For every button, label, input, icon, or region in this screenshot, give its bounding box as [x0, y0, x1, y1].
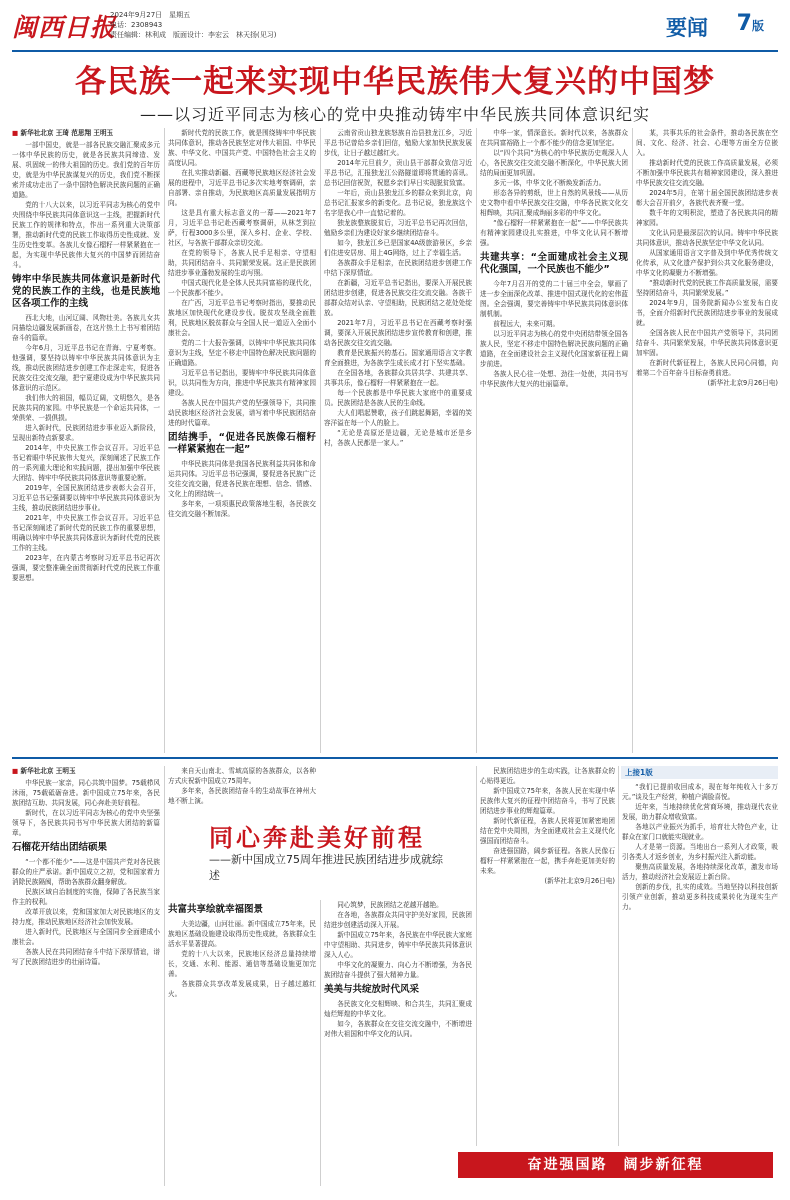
paragraph: 文化认同是最深层次的认同。铸牢中华民族共同体意识，推动各民族坚定中华文化认同。	[636, 229, 778, 247]
paragraph: 如今，各族群众在交往交流交融中，不断增进对伟大祖国和中华文化的认同。	[324, 1020, 472, 1038]
paragraph: 大美边疆，山河壮丽。新中国成立75年来，民族地区基础设施建设取得历史性成就，各族群众生活水平显著提高。	[168, 920, 316, 948]
bottom-story-dateline: (新华社北京9月26日电)	[544, 877, 615, 885]
paragraph: 各族人民心往一处想、劲往一处使，共同书写中华民族伟大复兴的壮丽篇章。	[480, 370, 628, 388]
masthead-rule	[12, 50, 778, 52]
paragraph: “无论是高原还是边疆，无论是城市还是乡村，各族人民都是一家人。”	[324, 429, 472, 447]
paragraph: 中华民族一家亲，同心共筑中国梦。75载栉风沐雨，75载砥砺奋进。新中国成立75年来，各民族团结互助、共同发展，同心奔赴美好前程。	[12, 779, 160, 807]
bottom-col2-text	[168, 766, 316, 806]
paragraph: 2023年，在内蒙古考察时习近平总书记再次强调，要完整准确全面贯彻新时代党的民族工作重要思想。	[12, 554, 160, 582]
masthead	[12, 8, 778, 48]
paragraph: 每一个民族都是中华民族大家庭中的重要成员。民族团结是各族人民的生命线。	[324, 389, 472, 407]
paragraph: 前程远大，未来可期。	[493, 320, 560, 328]
main-headline: 各民族一起来实现中华民族伟大复兴的中国梦	[75, 64, 715, 100]
top-story-column-1	[12, 128, 160, 753]
paragraph: 民族团结进步的生动实践，让各族群众的心贴得更近。	[480, 767, 615, 785]
bottom-col2b-text	[168, 919, 316, 999]
paragraph: 新时代党的民族工作，就是围绕铸牢中华民族共同体意识，推动各民族坚定对伟大祖国、中华民族、中华文化、中国共产党、中国特色社会主义的高度认同。	[168, 129, 316, 167]
main-subheadline: ——以习近平同志为核心的党中央推动铸牢中华民族共同体意识纪实	[139, 105, 650, 124]
paragraph: 各族群众手足相亲，在民族团结进步创建工作中结下深厚情谊。	[324, 259, 472, 277]
paragraph: 党的二十大报告强调，以铸牢中华民族共同体意识为主线，坚定不移走中国特色解决民族问题的正确道路。	[168, 339, 316, 367]
bottom-col1b-text	[12, 857, 160, 967]
paragraph: 多元一体，中华文化不断焕发新活力。	[493, 179, 606, 187]
paragraph: 某，共事共乐的社会条件，推动各民族在空间、文化、经济、社会、心理等方面全方位嵌入。	[636, 129, 778, 157]
bottom-col3b-text	[324, 999, 472, 1039]
paragraph: 以习近平同志为核心的党中央团结带领全国各族人民，坚定不移走中国特色解决民族问题的正确道路，在全面建设社会主义现代化国家新征程上阔步前进。	[480, 330, 628, 368]
page-number	[737, 11, 764, 36]
column-divider	[618, 766, 619, 1146]
page-number-suffix: 版	[751, 19, 764, 33]
top-subhead-2: 团结携手，“促进各民族像石榴籽一样紧紧抱在一起”	[168, 432, 316, 455]
paragraph: “像石榴籽一样紧紧抱在一起”——中华民族共有精神家园建设扎实推进，中华文化认同不断增强。	[480, 219, 628, 247]
column-divider	[320, 128, 321, 753]
paragraph: 全国各族人民在中国共产党领导下，共同团结奋斗、共同繁荣发展，中华民族共同体意识更加牢固。	[636, 329, 778, 357]
paragraph: 中国式现代化是全体人民共同富裕的现代化，一个民族都不能少。	[168, 279, 316, 297]
paragraph: 来自天山南北、雪域高原的各族群众，以各种方式庆祝新中国成立75周年。	[168, 767, 316, 785]
paragraph: 民族区域自治制度的实施，保障了各民族当家作主的权利。	[12, 888, 160, 906]
paragraph: 新时代，在以习近平同志为核心的党中央坚强领导下，各民族共同书写中华民族大团结的新篇章。	[12, 809, 160, 837]
paragraph: 从国家通用语言文字普及到中华优秀传统文化传承，从文化遗产保护到公共文化服务建设，中华文化的凝聚力不断增强。	[636, 249, 778, 277]
continued-tag	[621, 766, 778, 779]
paragraph: 党的十八大以来，民族地区经济总量持续增长，交通、水利、能源、通信等基础设施更加完善。	[168, 950, 316, 978]
paragraph: 各民族文化交相辉映、和合共生，共同汇聚成灿烂辉煌的中华文化。	[324, 1000, 472, 1018]
paragraph: 各族人民在共同团结奋斗中结下深厚情谊，谱写了民族团结进步的壮丽诗篇。	[12, 948, 160, 966]
paragraph: 各族群众共享改革发展成果，日子越过越红火。	[168, 980, 316, 998]
bottom-story-column-2	[168, 900, 316, 1186]
paragraph: 2021年，中央民族工作会议召开。习近平总书记深刻阐述了新时代党的民族工作的重要思想，明确以铸牢中华民族共同体意识为新时代党的民族工作的主线。	[12, 514, 160, 552]
bottom-story-column-3	[324, 900, 472, 1186]
paragraph: 新中国成立75年来，各族人民在实现中华民族伟大复兴的征程中团结奋斗，书写了民族团结进步事业的辉煌篇章。	[480, 787, 615, 815]
bottom-story-column-1	[12, 766, 160, 1186]
bottom-headline: 同心奔赴美好前程	[209, 823, 425, 852]
paragraph: 创新的步伐，扎实的成效。当地坚持以科技创新引领产业创新，推动更多科技成果转化为现实生产力。	[622, 883, 778, 911]
paragraph: 近年来，当地持续优化营商环境，推动现代农业发展，助力群众增收致富。	[622, 803, 778, 821]
paragraph: 在扎实推动新疆、西藏等民族地区经济社会发展的进程中，习近平总书记多次实地考察调研，亲自部署、亲自推动，为民族地区高质量发展指明方向。	[168, 169, 316, 207]
paragraph: 在新疆，习近平总书记指出，要深入开展民族团结进步创建，促进各民族交往交流交融。各族干部群众结对认亲、守望相助，民族团结之花处处绽放。	[324, 279, 472, 317]
bottom-subheadline: ——新中国成立75周年推进民族团结进步成就综述	[209, 853, 443, 882]
masthead-editors: 责任编辑：林利成 版面设计：李宏云 林天扬(见习)	[110, 31, 277, 39]
paragraph: 一年后，贡山县独龙江乡的群众来到北京，向总书记汇报家乡的新变化。总书记说，独龙族这个名字是我心中一直惦记着的。	[324, 189, 472, 217]
paragraph: 在各地，各族群众共同守护美好家园，民族团结进步创建活动深入开展。	[324, 911, 472, 929]
paragraph: 2024年9月，国务院新闻办公室发布白皮书，全面介绍新时代民族团结进步事业的发展成就。	[636, 299, 778, 327]
paragraph: 奋进强国路，阔步新征程。各族人民像石榴籽一样紧紧抱在一起，携手奔赴更加美好的未来。	[480, 847, 615, 875]
paragraph: 进入新时代，民族团结进步事业迈入新阶段，呈现出新特点新要求。	[12, 424, 160, 442]
paragraph: 今年7月召开的党的二十届三中全会，擘画了进一步全面深化改革、推进中国式现代化的宏伟蓝图。全会强调，要完善铸牢中华民族共同体意识体制机制。	[480, 280, 628, 318]
paragraph: 西北大地，山河辽阔、风物壮美。各族儿女共同描绘边疆发展新画卷，在这片热土上书写着团结奋斗的篇章。	[12, 314, 160, 342]
top-story-dateline: (新华社北京9月26日电)	[707, 379, 778, 387]
paragraph: 推动新时代党的民族工作高质量发展，必须不断加强中华民族共有精神家园建设，深入推进中华民族交往交流交融。	[636, 159, 778, 187]
paragraph: 形态各异的剪纸，世上自然的风景线——从历史文物中看中华民族交往交融，中华各民族文化交相辉映，共同汇聚成绚丽多彩的中华文化。	[480, 189, 628, 217]
side-story-text	[622, 782, 778, 912]
paragraph: 中华文化的凝聚力、向心力不断增强，为各民族团结奋斗提供了强大精神力量。	[324, 961, 472, 979]
masthead-date: 2024年9月27日 星期五	[110, 11, 191, 19]
side-story-column	[622, 782, 778, 1146]
paragraph: 大人们唱起赞歌，孩子们跳起舞蹈，幸福的笑容洋溢在每一个人的脸上。	[324, 409, 472, 427]
top-story-column-4	[480, 128, 628, 753]
bottom-subhead-1: 石榴花开结出团结硕果	[12, 842, 108, 853]
top-story-column-2	[168, 128, 316, 753]
section-rule	[12, 757, 778, 759]
paragraph: “一个都不能少”——这是中国共产党对各民族群众的庄严承诺。新中国成立之初，党和国家着力消除民族隔阂，帮助各族群众翻身解放。	[12, 858, 160, 886]
paragraph: 2019年，全国民族团结进步表彰大会召开，习近平总书记强调要以铸牢中华民族共同体意识为主线，推动民族团结进步事业。	[12, 484, 160, 512]
paragraph: 2021年7月，习近平总书记在西藏考察时强调，要深入开展民族团结进步宣传教育和创建，推动各民族交往交流交融。	[324, 319, 472, 347]
column-divider	[476, 128, 477, 753]
paragraph: 在新时代新征程上，各族人民同心同德，向着第二个百年奋斗目标奋勇前进。	[636, 359, 778, 377]
paragraph: 多年来，各民族团结奋斗的生动故事在神州大地不断上演。	[168, 787, 316, 805]
paragraph: 新中国成立75年来，各民族在中华民族大家庭中守望相助、共同进步，铸牢中华民族共同体意识深入人心。	[324, 931, 472, 959]
column-divider	[476, 766, 477, 1146]
top-col2-text	[168, 128, 316, 428]
column-divider	[164, 766, 165, 1186]
paragraph: 今年6月，习近平总书记在青海、宁夏考察。他强调，要坚持以铸牢中华民族共同体意识为主线，推动民族团结进步创建工作走深走实，促进各民族交往交流交融，把宁夏建设成为中华民族共同体意识的示范区。	[12, 344, 160, 392]
top-col2b-text	[168, 459, 316, 519]
paragraph: 新时代新征程，各族人民将更加紧密地团结在党中央周围，为全面建成社会主义现代化强国而团结奋斗。	[480, 817, 615, 845]
paragraph: 云南省贡山独龙族怒族自治县独龙江乡，习近平总书记曾给乡亲们回信，勉励大家加快民族发展步伐，让日子越过越红火。	[324, 129, 472, 157]
paragraph: 以“四个共同”为核心的中华民族历史观深入人心，各民族交往交流交融不断深化，中华民族大团结的局面更加巩固。	[480, 149, 628, 177]
paragraph: 各族人民在中国共产党的坚强领导下，共同推动民族地区经济社会发展，谱写着中华民族团结奋进的时代篇章。	[168, 399, 316, 427]
paragraph: “我们已提前收回成本，现在每年纯收入十多万元。”谈及生产经营，种植户满脸喜悦。	[622, 783, 778, 801]
paragraph: 2014年元旦前夕，贡山县干部群众致信习近平总书记，汇报独龙江公路隧道即将贯通的喜讯。总书记回信祝贺，祝愿乡亲们早日实现脱贫致富。	[324, 159, 472, 187]
paragraph: 中华民族共同体是我国各民族利益共同体和命运共同体。习近平总书记强调，要促进各民族广泛交往交流交融，促进各民族在理想、信念、情感、文化上的团结统一。	[168, 460, 316, 498]
continued-tag-label: 上接1版	[625, 768, 653, 777]
newspaper-logo: 闽西日报	[12, 13, 117, 42]
top-col5-text	[636, 128, 778, 378]
paragraph: 数千年的文明积淀，塑造了各民族共同的精神家园。	[636, 209, 778, 227]
top-subhead-3: 共建共享：“全面建成社会主义现代化强国，一个民族也不能少”	[480, 252, 628, 275]
paragraph: 习近平总书记指出，要铸牢中华民族共同体意识，以共同性为方向，推进中华民族共有精神家园建设。	[168, 369, 316, 397]
slogan-banner-text: 奋进强国路 阔步新征程	[527, 1157, 704, 1173]
paragraph: 各地以产业振兴为抓手，培育壮大特色产业，让群众在家门口就能实现就业。	[622, 823, 778, 841]
top-col4-text	[480, 128, 628, 248]
paragraph: 中华一家，情深意长。新时代以来，各族群众在共同富裕路上一个都不能少的信念更加坚定。	[480, 129, 628, 147]
top-story-column-5	[636, 128, 778, 753]
bottom-subhead-3: 美美与共绽放时代风采	[324, 984, 420, 995]
paragraph: 聚焦高质量发展，各地持续深化改革，激发市场活力，推动经济社会发展迈上新台阶。	[622, 863, 778, 881]
masthead-meta	[110, 10, 276, 40]
paragraph: 改革开放以来，党和国家加大对民族地区的支持力度，推动民族地区经济社会加快发展。	[12, 908, 160, 926]
slogan-banner	[458, 1152, 773, 1178]
column-divider	[632, 128, 633, 753]
paragraph: 人才是第一资源。当地出台一系列人才政策，吸引各类人才返乡创业，为乡村振兴注入新动能。	[622, 843, 778, 861]
column-divider	[164, 128, 165, 753]
bottom-col3-text	[324, 900, 472, 980]
paragraph: 教育是民族振兴的基石。国家通用语言文字教育全面推进，为各族学生成长成才打下坚实基础。	[324, 349, 472, 367]
bottom-byline: ■ 新华社北京 王明玉	[12, 766, 160, 776]
top-col1-text	[12, 128, 160, 270]
paragraph: 这是具有重大标志意义的一幕——2021年7月，习近平总书记赴西藏考察调研，从林芝到拉萨，行程3000多公里，深入乡村、企业、学校、社区，与各族干部群众亲切交流。	[168, 209, 316, 247]
paragraph: 我们伟大的祖国，幅员辽阔，文明悠久，是各民族共同的家园。中华民族是一个命运共同体，一荣俱荣、一损俱损。	[12, 394, 160, 422]
paragraph: 在全国各地，各族群众共居共学、共建共享、共事共乐，像石榴籽一样紧紧抱在一起。	[324, 369, 472, 387]
paragraph: 同心筑梦，民族团结之花越开越艳。	[337, 901, 443, 909]
paragraph: 独龙族整族脱贫后，习近平总书记再次回信，勉励乡亲们为建设好家乡继续团结奋斗。	[324, 219, 472, 237]
paragraph: 在广西，习近平总书记考察时指出，要推动民族地区加快现代化建设步伐。脱贫攻坚战全面胜利，民族地区脱贫群众与全国人民一道迈入全面小康社会。	[168, 299, 316, 337]
top-col3-text	[324, 128, 472, 448]
bottom-story-column-4	[480, 766, 615, 1146]
bottom-story-column-2-top	[168, 766, 316, 810]
masthead-phone: 电话：2308943	[110, 21, 163, 29]
paragraph: 多年来，一项项惠民政策落地生根，各民族交往交流交融不断加深。	[168, 500, 316, 518]
paragraph: 进入新时代，民族地区与全国同步全面建成小康社会。	[12, 928, 160, 946]
paragraph: 一部中国史，就是一部各民族交融汇聚成多元一体中华民族的历史，就是各民族共同缔造、发展、巩固统一的伟大祖国的历史。我们党的百年历史，就是为中华民族谋复兴的历史，我们党不断探索并成功走出了一条中国特色解决民族问题的正确道路。	[12, 141, 160, 199]
paragraph: 党的十八大以来，以习近平同志为核心的党中央围绕中华民族共同体意识这一主线，把握新时代民族工作的规律和特点，作出一系列重大决策部署，推动新时代党的民族工作取得历史性成就、发生历史性变革。各族儿女像石榴籽一样紧紧抱在一起，为实现中华民族伟大复兴的中国梦而团结奋斗。	[12, 201, 160, 269]
bottom-subhead-2: 共富共享绘就幸福图景	[168, 904, 264, 915]
paragraph: 在党的领导下，各族人民手足相亲、守望相助，共同团结奋斗、共同繁荣发展。这正是民族团结进步事业蓬勃发展的生动写照。	[168, 249, 316, 277]
top-subhead-1: 铸牢中华民族共同体意识是新时代党的民族工作的主线，也是民族地区各项工作的主线	[12, 274, 160, 309]
top-col4b-text	[480, 279, 628, 389]
bottom-col1-text	[12, 778, 160, 838]
bottom-col4-text	[480, 766, 615, 876]
top-col1b-text	[12, 313, 160, 583]
paragraph: 如今，独龙江乡已是国家4A级旅游景区，乡亲们住进安居房、用上4G网络，过上了幸福生活。	[324, 239, 472, 257]
top-story-column-3	[324, 128, 472, 753]
section-name: 要闻	[666, 16, 708, 40]
paragraph: “推动新时代党的民族工作高质量发展，需要坚持团结奋斗，共同繁荣发展。”	[636, 279, 778, 297]
column-divider	[320, 900, 321, 1186]
paragraph: 2014年，中央民族工作会议召开。习近平总书记着眼中华民族伟大复兴，深刻阐述了民族工作的一系列重大理论和实践问题，提出加强中华民族大团结、铸牢中华民族共同体意识等重要论断。	[12, 444, 160, 482]
byline: ■ 新华社北京 王琦 范思翔 王明玉	[12, 128, 160, 138]
paragraph: 2024年5月，在第十届全国民族团结进步表彰大会召开前夕，各族代表齐聚一堂。	[636, 189, 778, 207]
page-number-value: 7	[736, 11, 752, 36]
